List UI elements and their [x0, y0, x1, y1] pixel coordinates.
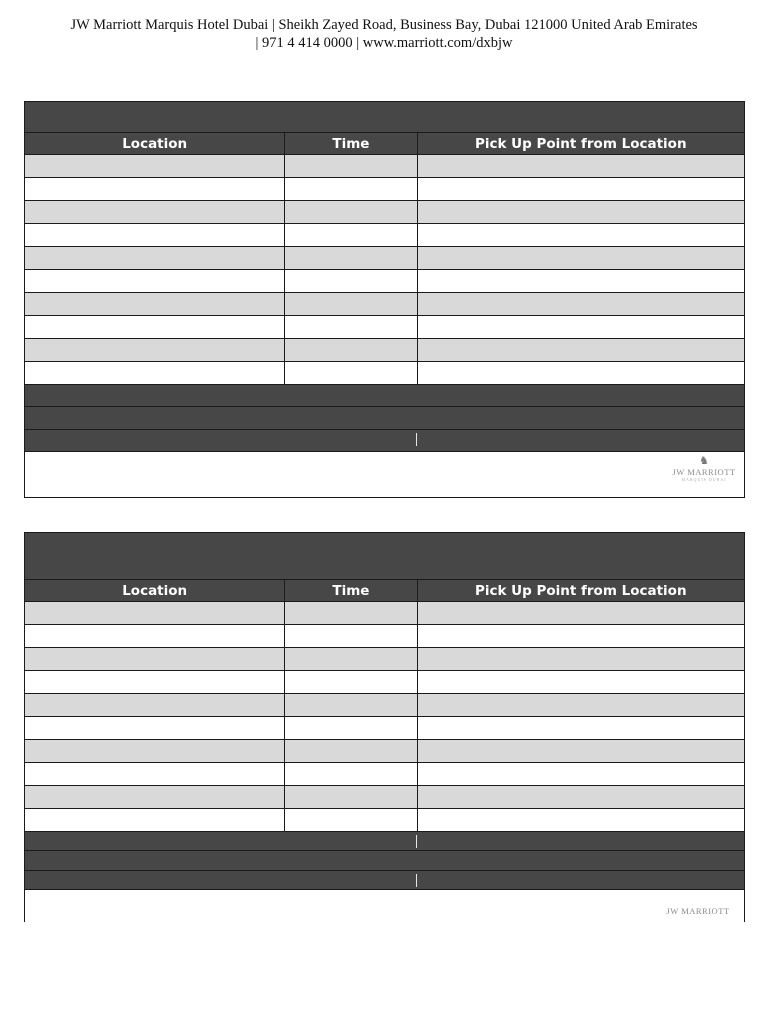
- column-header-location: Location: [25, 133, 285, 155]
- table-row[interactable]: [25, 178, 745, 201]
- table-row[interactable]: [25, 362, 745, 385]
- table-row[interactable]: [25, 270, 745, 293]
- jw-marriott-logo: JW MARRIOTT: [666, 906, 730, 916]
- table-row[interactable]: [25, 809, 745, 832]
- column-header-time: Time: [285, 133, 417, 155]
- hotel-address-header: [0, 16, 768, 52]
- summary-bar: [25, 430, 745, 452]
- table-row[interactable]: [25, 316, 745, 339]
- column-header-pickup: Pick Up Point from Location: [417, 580, 744, 602]
- summary-bar: [25, 832, 745, 851]
- jw-marriott-logo: ♞ JW MARRIOTT MARQUIS DUBAI: [672, 455, 736, 482]
- table-footer: [25, 890, 745, 923]
- table-row[interactable]: [25, 155, 745, 178]
- table-row[interactable]: [25, 293, 745, 316]
- table-title-bar: [25, 102, 745, 133]
- table-row[interactable]: [25, 201, 745, 224]
- header-contact-line: | 971 4 414 0000 | www.marriott.com/dxbjw: [255, 35, 513, 51]
- summary-bar: [25, 871, 745, 890]
- column-header-pickup: Pick Up Point from Location: [417, 133, 744, 155]
- table-row[interactable]: [25, 786, 745, 809]
- table-row[interactable]: [25, 602, 745, 625]
- summary-bar: [25, 385, 745, 407]
- logo-mark-icon: ♞: [699, 455, 709, 467]
- table-header-row: [25, 133, 745, 155]
- divider-mark: [416, 835, 417, 848]
- summary-bar: [25, 851, 745, 871]
- divider-mark: [416, 874, 417, 887]
- table-footer: [25, 452, 745, 498]
- divider-mark: [416, 433, 417, 446]
- schedule-table-1: [24, 101, 745, 498]
- header-address-line: JW Marriott Marquis Hotel Dubai | Sheikh Zayed Road, Business Bay, Dubai 121000 United Arab Emirates: [70, 17, 698, 33]
- table-header-row: [25, 580, 745, 602]
- column-header-location: Location: [25, 580, 285, 602]
- table-row[interactable]: [25, 740, 745, 763]
- table-row[interactable]: [25, 763, 745, 786]
- summary-bar: [25, 407, 745, 430]
- table-row[interactable]: [25, 717, 745, 740]
- table-row[interactable]: [25, 648, 745, 671]
- table-title-bar: [25, 533, 745, 580]
- schedule-table-2: [24, 532, 745, 922]
- table-row[interactable]: [25, 339, 745, 362]
- table-row[interactable]: [25, 247, 745, 270]
- table-row[interactable]: [25, 224, 745, 247]
- table-row[interactable]: [25, 694, 745, 717]
- table-row[interactable]: [25, 625, 745, 648]
- column-header-time: Time: [285, 580, 417, 602]
- table-row[interactable]: [25, 671, 745, 694]
